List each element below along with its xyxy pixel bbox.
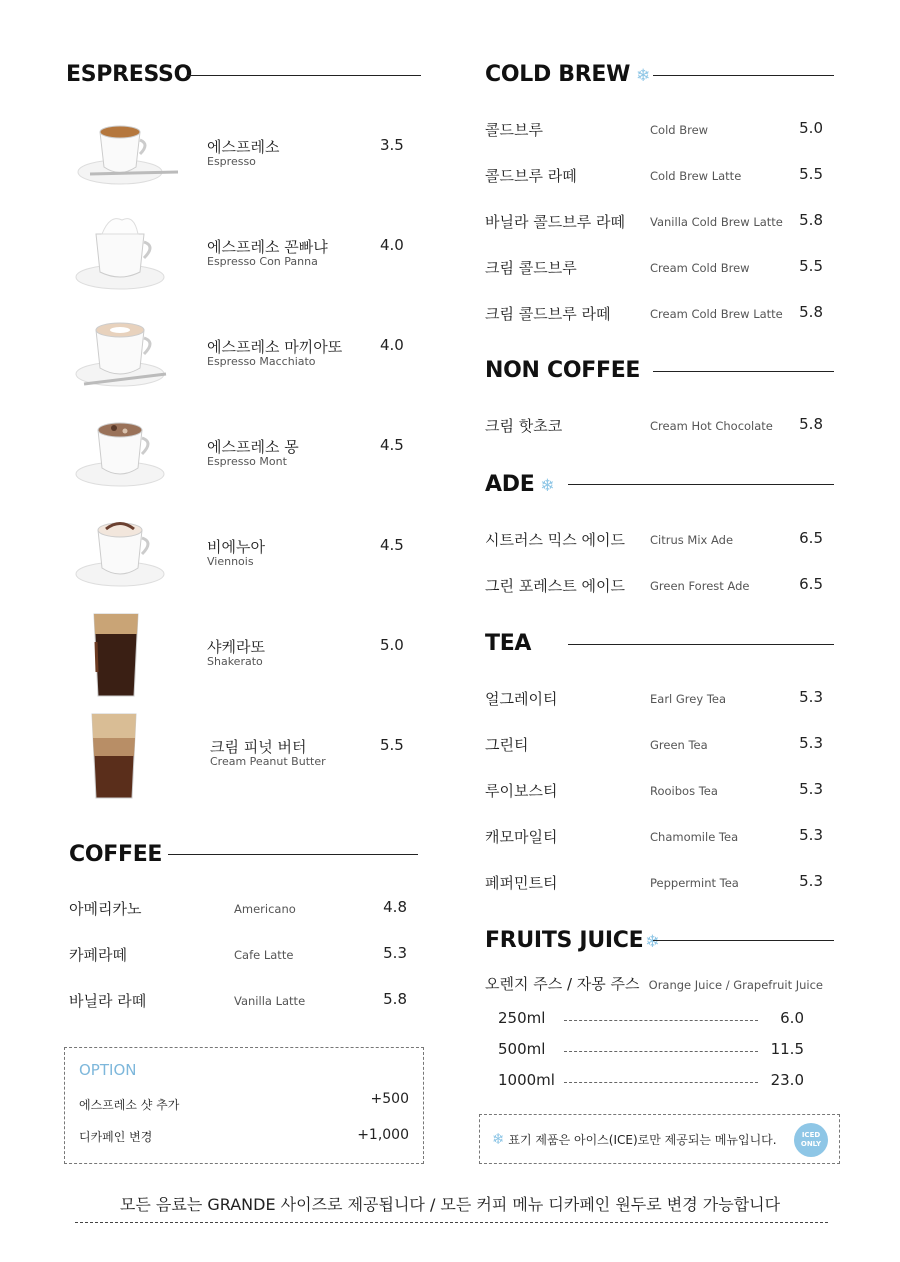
- non-coffee-section-title: NON COFFEE: [485, 358, 641, 383]
- item-name-ko: 에스프레소 꼰빠냐: [207, 238, 328, 256]
- snowflake-icon: ❄: [636, 66, 651, 86]
- juice-title-rule: [653, 940, 834, 941]
- item-price: 5.8: [799, 415, 823, 433]
- cold-brew-item[interactable]: [485, 119, 825, 143]
- item-name-en: Viennois: [207, 555, 254, 568]
- item-name-ko: 그린 포레스트 에이드: [485, 577, 625, 595]
- option-item-label[interactable]: 에스프레소 샷 추가: [79, 1098, 180, 1112]
- iced-only-notice: [479, 1114, 840, 1164]
- item-name-ko: 에스프레소: [207, 138, 280, 156]
- juice-size-row[interactable]: [498, 1009, 808, 1031]
- dotted-leader: [564, 1051, 758, 1052]
- tea-item[interactable]: [485, 826, 825, 850]
- item-price: 5.0: [799, 119, 823, 137]
- juice-price: 23.0: [770, 1071, 804, 1089]
- item-price: 5.8: [799, 303, 823, 321]
- item-name-ko: 크림 콜드브루: [485, 259, 577, 277]
- notice-text-wrap: [492, 1130, 777, 1148]
- cold-brew-item[interactable]: [485, 211, 825, 235]
- item-name-ko: 페퍼민트티: [485, 874, 558, 892]
- juice-size: 250ml: [498, 1009, 546, 1027]
- item-price: 5.5: [380, 736, 404, 754]
- non-coffee-item[interactable]: [485, 415, 825, 439]
- juice-price: 11.5: [770, 1040, 804, 1058]
- notice-text: 표기 제품은 아이스(ICE)로만 제공되는 메뉴입니다.: [508, 1133, 777, 1147]
- item-name-en: Espresso Macchiato: [207, 355, 316, 368]
- dotted-leader: [564, 1082, 758, 1083]
- snowflake-icon: ❄: [492, 1130, 505, 1148]
- item-name-ko: 바닐라 라떼: [69, 992, 147, 1010]
- espresso-section-title: ESPRESSO: [66, 62, 192, 87]
- ade-item[interactable]: [485, 529, 825, 553]
- item-name-en: Espresso: [207, 155, 256, 168]
- item-price: 5.5: [799, 257, 823, 275]
- item-price: 6.5: [799, 529, 823, 547]
- item-name-ko: 에스프레소 마끼아또: [207, 338, 343, 356]
- espresso-item[interactable]: [64, 612, 424, 712]
- tea-section-title: TEA: [485, 631, 532, 656]
- espresso-item[interactable]: [64, 512, 424, 612]
- juice-item[interactable]: [485, 973, 823, 994]
- item-price: 6.5: [799, 575, 823, 593]
- juice-size: 500ml: [498, 1040, 546, 1058]
- cold-brew-section-title: [485, 62, 650, 87]
- item-price: 3.5: [380, 136, 404, 154]
- tea-item[interactable]: [485, 688, 825, 712]
- item-name-en: Americano: [234, 902, 296, 916]
- coffee-item[interactable]: [69, 898, 411, 922]
- item-price: 5.3: [799, 872, 823, 890]
- cold-brew-item[interactable]: [485, 257, 825, 281]
- item-price: 5.8: [799, 211, 823, 229]
- item-name-en: Vanilla Latte: [234, 994, 306, 1008]
- mont-cup-icon: [70, 412, 182, 502]
- cold-brew-item[interactable]: [485, 303, 825, 327]
- item-name-ko: 카페라떼: [69, 946, 127, 964]
- item-name-en: Espresso Mont: [207, 455, 287, 468]
- juice-title-text: FRUITS JUICE: [485, 928, 644, 953]
- peanut-butter-glass-icon: [70, 712, 182, 802]
- espresso-item[interactable]: [64, 212, 424, 312]
- item-price: 4.8: [383, 898, 407, 916]
- ade-title-rule: [568, 484, 834, 485]
- juice-section-title: [485, 928, 659, 953]
- ade-section-title: [485, 472, 554, 497]
- ade-item[interactable]: [485, 575, 825, 599]
- item-price: 5.3: [799, 780, 823, 798]
- item-name-ko: 크림 핫초코: [485, 417, 563, 435]
- item-name-ko: 샤케라또: [207, 638, 265, 656]
- item-name-ko: 시트러스 믹스 에이드: [485, 531, 625, 549]
- item-name-en: Earl Grey Tea: [650, 692, 727, 706]
- item-name-ko: 캐모마일티: [485, 828, 558, 846]
- espresso-item[interactable]: [64, 712, 424, 812]
- item-name-en: Cream Cold Brew: [650, 261, 750, 275]
- option-item-label[interactable]: 디카페인 변경: [79, 1130, 153, 1144]
- item-name-ko: 콜드브루 라떼: [485, 167, 577, 185]
- footer-note: 모든 음료는 GRANDE 사이즈로 제공됩니다 / 모든 커피 메뉴 디카페인 원두로 변경 가능합니다: [119, 1195, 781, 1214]
- item-name-ko: 오렌지 주스 / 자몽 주스: [485, 975, 640, 993]
- coffee-title-rule: [168, 854, 418, 855]
- dotted-leader: [564, 1020, 758, 1021]
- tea-item[interactable]: [485, 780, 825, 804]
- item-price: 4.5: [380, 536, 404, 554]
- option-item-price: +1,000: [357, 1127, 409, 1143]
- item-name-ko: 아메리카노: [69, 900, 142, 918]
- item-name-ko: 그린티: [485, 736, 529, 754]
- option-box: [64, 1047, 424, 1164]
- item-name-en: Shakerato: [207, 655, 263, 668]
- espresso-item[interactable]: [64, 112, 424, 212]
- item-name-en: Citrus Mix Ade: [650, 533, 734, 547]
- item-name-en: Cold Brew: [650, 123, 709, 137]
- coffee-section-title: COFFEE: [69, 842, 163, 867]
- option-title: OPTION: [79, 1061, 137, 1079]
- item-name-en: Vanilla Cold Brew Latte: [650, 215, 783, 229]
- item-price: 5.3: [799, 734, 823, 752]
- item-price: 4.0: [380, 236, 404, 254]
- item-name-ko: 루이보스티: [485, 782, 558, 800]
- item-name-en: Green Tea: [650, 738, 708, 752]
- item-price: 4.0: [380, 336, 404, 354]
- cold-brew-title-rule: [653, 75, 834, 76]
- juice-price: 6.0: [780, 1009, 804, 1027]
- shakerato-glass-icon: [70, 612, 182, 702]
- item-name-en: Cafe Latte: [234, 948, 294, 962]
- viennois-cup-icon: [70, 512, 182, 602]
- item-name-en: Rooibos Tea: [650, 784, 718, 798]
- espresso-cup-icon: [70, 112, 182, 202]
- item-name-ko: 크림 콜드브루 라떼: [485, 305, 611, 323]
- item-name-en: Cold Brew Latte: [650, 169, 742, 183]
- non-coffee-title-rule: [653, 371, 834, 372]
- item-price: 5.8: [383, 990, 407, 1008]
- option-item-price: +500: [370, 1091, 409, 1107]
- item-name-ko: 콜드브루: [485, 121, 543, 139]
- item-name-ko: 얼그레이티: [485, 690, 558, 708]
- item-price: 4.5: [380, 436, 404, 454]
- iced-only-badge: ICED ONLY: [794, 1123, 828, 1157]
- item-price: 5.3: [799, 826, 823, 844]
- juice-size: 1000ml: [498, 1071, 555, 1089]
- item-name-en: Espresso Con Panna: [207, 255, 318, 268]
- item-name-en: Green Forest Ade: [650, 579, 750, 593]
- item-name-ko: 비에누아: [207, 538, 265, 556]
- snowflake-icon: ❄: [540, 476, 555, 496]
- item-name-en: Cream Cold Brew Latte: [650, 307, 783, 321]
- item-name-ko: 크림 피넛 버터: [210, 738, 307, 756]
- item-name-ko: 에스프레소 몽: [207, 438, 299, 456]
- juice-size-row[interactable]: [498, 1040, 808, 1062]
- tea-title-rule: [568, 644, 834, 645]
- cold-brew-title-text: COLD BREW: [485, 62, 631, 87]
- macchiato-cup-icon: [70, 312, 182, 402]
- item-name-en: Orange Juice / Grapefruit Juice: [648, 978, 824, 992]
- con-panna-cup-icon: [70, 212, 182, 302]
- juice-size-row[interactable]: [498, 1071, 808, 1093]
- cold-brew-item[interactable]: [485, 165, 825, 189]
- item-name-en: Peppermint Tea: [650, 876, 739, 890]
- item-name-en: Chamomile Tea: [650, 830, 739, 844]
- item-name-en: Cream Hot Chocolate: [650, 419, 773, 433]
- tea-item[interactable]: [485, 872, 825, 896]
- espresso-item[interactable]: [64, 412, 424, 512]
- snowflake-icon: ❄: [645, 932, 660, 952]
- espresso-title-rule: [187, 75, 421, 76]
- item-name-ko: 바닐라 콜드브루 라떼: [485, 213, 625, 231]
- espresso-item[interactable]: [64, 312, 424, 412]
- item-name-en: Cream Peanut Butter: [210, 755, 326, 768]
- item-price: 5.3: [799, 688, 823, 706]
- footer-dashed-rule: [75, 1222, 828, 1223]
- item-price: 5.3: [383, 944, 407, 962]
- tea-item[interactable]: [485, 734, 825, 758]
- item-price: 5.5: [799, 165, 823, 183]
- item-price: 5.0: [380, 636, 404, 654]
- ade-title-text: ADE: [485, 472, 535, 497]
- coffee-item[interactable]: [69, 990, 411, 1014]
- coffee-item[interactable]: [69, 944, 411, 968]
